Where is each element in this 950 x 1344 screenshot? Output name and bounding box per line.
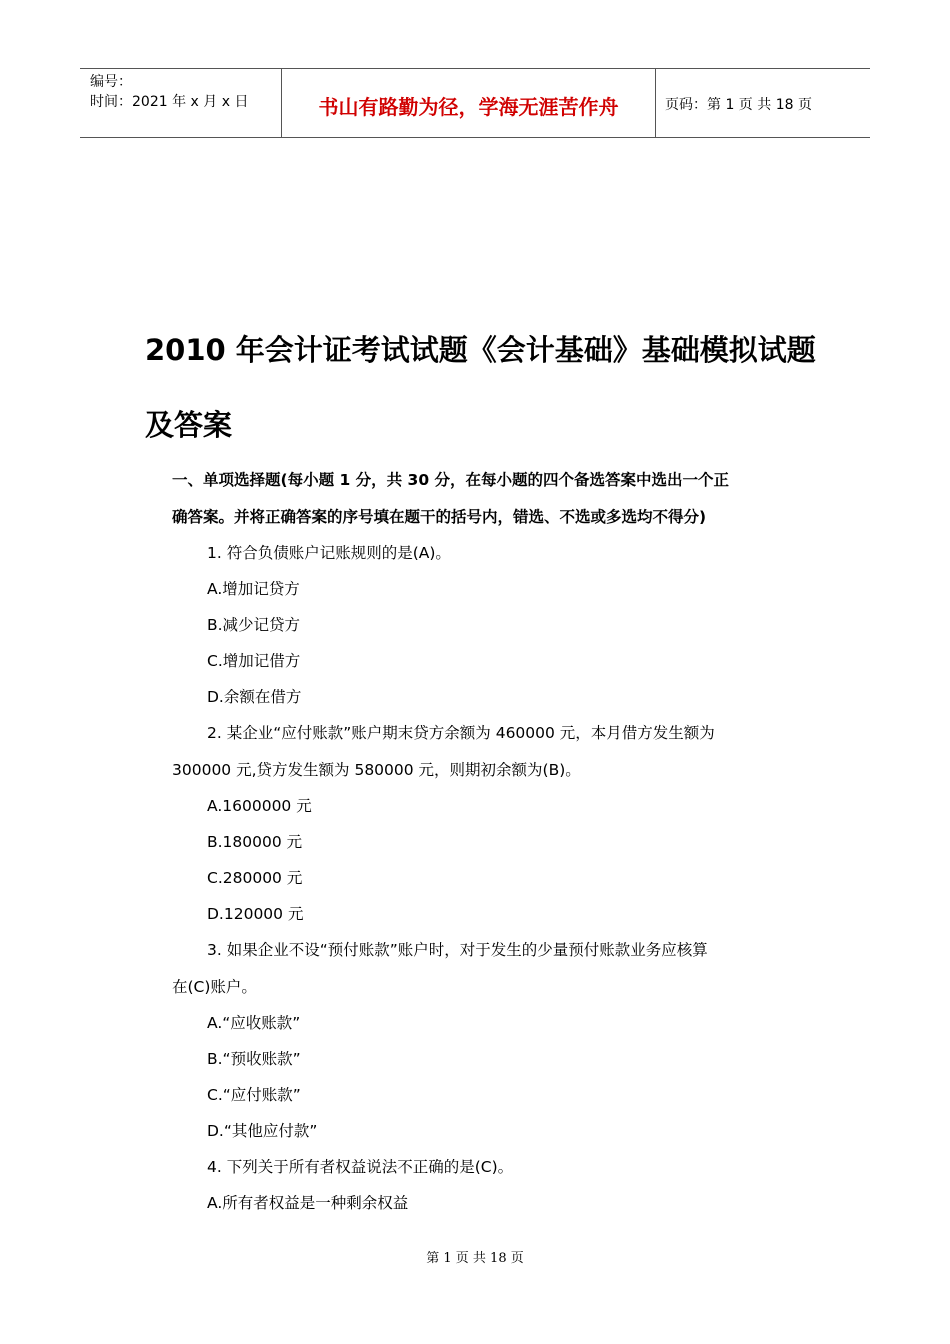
page-info: 页码：第 1 页 共 18 页 <box>665 97 812 113</box>
header-info-cell <box>80 69 281 137</box>
question-3-option-a: A.“应收账款” <box>207 1014 301 1032</box>
header-page-cell <box>655 69 870 137</box>
section-heading-line-1: 一、单项选择题(每小题 1 分，共 30 分，在每小题的四个备选答案中选出一个正 <box>172 471 730 489</box>
page-footer: 第 1 页 共 18 页 <box>426 1251 524 1266</box>
question-3-option-c: C.“应付账款” <box>207 1086 301 1104</box>
question-1-option-c: C.增加记借方 <box>207 652 301 670</box>
question-1-option-b: B.减少记贷方 <box>207 616 301 634</box>
question-1-stem: 1. 符合负债账户记账规则的是(A)。 <box>207 544 451 562</box>
section-heading-line-2: 确答案。并将正确答案的序号填在题干的括号内，错选、不选或多选均不得分) <box>172 508 707 526</box>
motto-text: 书山有路勤为径，学海无涯苦作舟 <box>318 95 619 119</box>
question-2-option-d: D.120000 元 <box>207 905 304 923</box>
question-1-option-d: D.余额在借方 <box>207 688 302 706</box>
question-2-option-b: B.180000 元 <box>207 833 303 851</box>
question-2-option-c: C.280000 元 <box>207 869 303 887</box>
document-date: 时间：2021 年 x 月 x 日 <box>90 94 249 110</box>
header-table <box>80 68 870 138</box>
question-4-stem: 4. 下列关于所有者权益说法不正确的是(C)。 <box>207 1158 514 1176</box>
question-4-option-a: A.所有者权益是一种剩余权益 <box>207 1194 409 1212</box>
page-title-line-1: 2010 年会计证考试试题《会计基础》基础模拟试题 <box>145 333 816 367</box>
question-2-stem-line-1: 2. 某企业“应付账款”账户期末贷方余额为 460000 元，本月借方发生额为 <box>207 724 715 742</box>
header-motto-cell <box>281 69 656 137</box>
question-2-option-a: A.1600000 元 <box>207 797 312 815</box>
question-3-stem-line-2: 在(C)账户。 <box>172 978 257 996</box>
question-3-stem-line-1: 3. 如果企业不设“预付账款”账户时，对于发生的少量预付账款业务应核算 <box>207 941 708 959</box>
document-number-label: 编号： <box>90 74 132 90</box>
question-1-option-a: A.增加记贷方 <box>207 580 300 598</box>
question-3-option-b: B.“预收账款” <box>207 1050 301 1068</box>
page-title-line-2: 及答案 <box>145 408 233 442</box>
question-2-stem-line-2: 300000 元,贷方发生额为 580000 元，则期初余额为(B)。 <box>172 761 581 779</box>
question-3-option-d: D.“其他应付款” <box>207 1122 318 1140</box>
